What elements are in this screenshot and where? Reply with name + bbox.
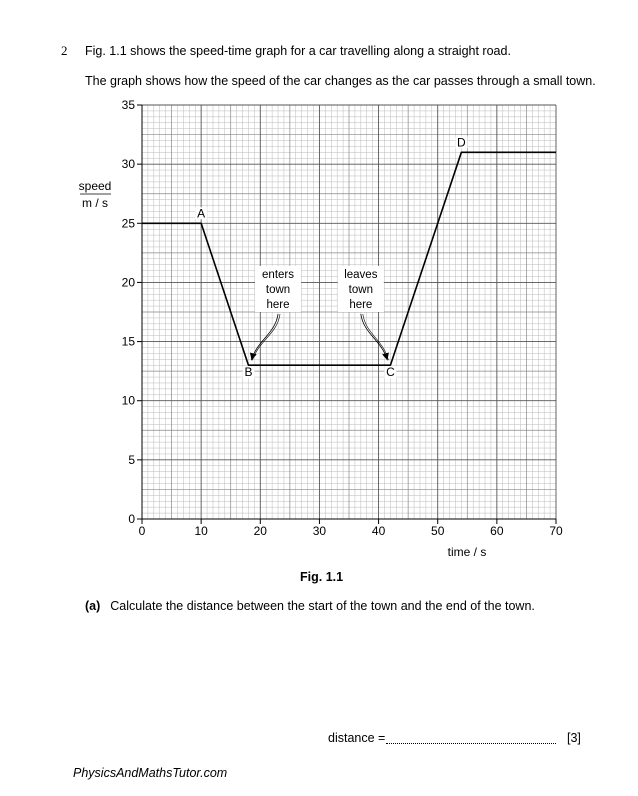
footer: PhysicsAndMathsTutor.com (73, 766, 228, 780)
x-tick-label: 30 (312, 524, 327, 538)
point-label-B: B (244, 365, 253, 380)
part-a-label: (a) (85, 599, 101, 613)
y-tick-label: 5 (128, 452, 135, 467)
x-tick-label: 10 (194, 524, 208, 538)
y-tick-label: 20 (121, 275, 135, 290)
x-tick-label: 40 (371, 524, 386, 538)
answer-label: distance = (328, 731, 386, 745)
point-label-C: C (386, 365, 395, 380)
x-tick-label: 60 (490, 524, 504, 538)
annotation-text: here (349, 299, 373, 311)
intro-line-1: Fig. 1.1 shows the speed-time graph for a car travelling along a straight road. (85, 44, 511, 58)
part-a-question (85, 599, 535, 613)
answer-line[interactable] (386, 729, 556, 744)
x-axis-title: time / s (447, 545, 487, 559)
y-axis-title-bottom: m / s (82, 196, 108, 210)
x-tick-label: 20 (253, 524, 267, 538)
point-label-A: A (197, 206, 206, 221)
y-tick-label: 30 (121, 157, 135, 172)
x-tick-label: 0 (138, 524, 146, 538)
point-label-D: D (457, 135, 466, 150)
figure-caption: Fig. 1.1 (300, 570, 344, 584)
question-number: 2 (61, 43, 68, 58)
part-a-text: Calculate the distance between the start of the town and the end of the town. (110, 599, 535, 613)
y-tick-label: 0 (128, 512, 135, 526)
annotation-text: town (348, 284, 373, 296)
marks: [3] (567, 731, 581, 745)
intro-line-2: The graph shows how the speed of the car changes as the car passes through a small town. (85, 74, 596, 88)
annotation-text: enters (262, 269, 295, 281)
y-tick-label: 10 (121, 393, 135, 408)
annotation-text: here (266, 299, 290, 311)
y-axis-title-top: speed (78, 179, 112, 193)
y-tick-label: 25 (121, 216, 135, 231)
annotation-text: leaves (344, 269, 378, 281)
x-tick-label: 70 (549, 524, 563, 538)
x-tick-label: 50 (431, 524, 445, 538)
y-tick-label: 35 (121, 98, 135, 112)
y-tick-label: 15 (121, 334, 135, 349)
annotation-text: town (265, 284, 291, 296)
